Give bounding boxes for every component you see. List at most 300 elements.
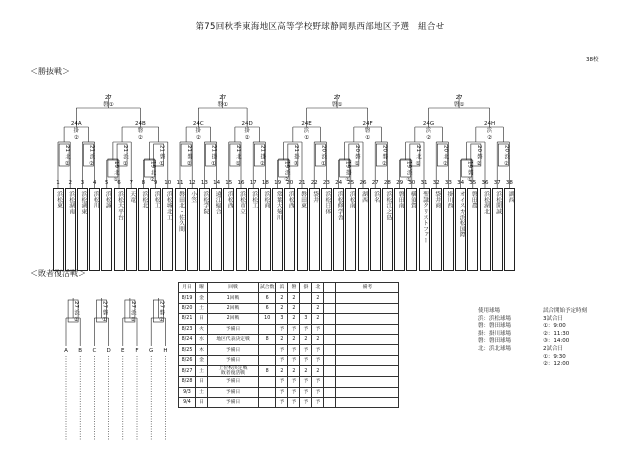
schedule-cell [336, 334, 399, 344]
team-cell [333, 188, 344, 271]
round21-label: 21 浜 ② [88, 145, 95, 167]
group-venue: 磐 [137, 128, 144, 134]
schedule-cell [259, 324, 276, 334]
team-name: 遠江総合 [214, 191, 221, 215]
group-slot: ② [426, 135, 432, 141]
team-number: 17 [249, 180, 257, 186]
round19-label: 19 浜 ② [283, 161, 290, 183]
schedule-row [179, 366, 399, 377]
schedule-cell [324, 377, 336, 387]
group-label: 24G [422, 121, 435, 127]
schedule-cell [336, 387, 399, 397]
team-cell [370, 188, 381, 271]
schedule-cell: 8/20 [179, 303, 196, 313]
schedule-cell [336, 355, 399, 365]
team-number: 18 [261, 180, 269, 186]
repechage-slot: D [106, 348, 111, 354]
schedule-header-cell: 磐 [288, 283, 300, 293]
group-slot: ① [304, 135, 310, 141]
group-label: 24D [241, 121, 253, 127]
team-number: 16 [237, 180, 245, 186]
schedule-row [179, 314, 399, 324]
schedule-cell [336, 324, 399, 334]
team-number: 11 [176, 180, 184, 186]
repechage-game: 27 磐 ② [158, 301, 165, 323]
team-number: 38 [505, 180, 513, 186]
team-name: 浜松工 [250, 191, 257, 209]
group-label: 24F [362, 121, 373, 127]
team-number: 20 [286, 180, 294, 186]
team-cell [89, 188, 100, 271]
schedule-cell: 予 [300, 377, 312, 387]
final-game-number: 27 [219, 95, 227, 101]
team-number: 37 [493, 180, 501, 186]
team-name: 横須賀 [409, 191, 416, 209]
team-cell [236, 188, 247, 271]
team-cell [382, 188, 393, 271]
repechage-slot: H [163, 348, 168, 354]
venue-item: 北：浜北球場 [478, 345, 512, 352]
round21-label: 21 掛 ② [259, 145, 266, 167]
schedule-cell: 8/26 [179, 355, 196, 365]
schedule-cell: 9/3 [179, 387, 196, 397]
team-name: 掛川西 [445, 191, 452, 209]
schedule-cell: 上位校決定戦 敗者復活戦 [208, 366, 259, 377]
schedule-table [178, 282, 399, 408]
team-cell [394, 188, 405, 271]
team-number: 21 [298, 180, 306, 186]
schedule-header-cell: 備考 [336, 283, 399, 293]
schedule-cell [336, 303, 399, 313]
schedule-cell [300, 303, 312, 313]
team-number: 19 [274, 180, 282, 186]
schedule-cell [324, 355, 336, 365]
team-name: 小笠 [189, 191, 196, 203]
round21-label: 20 磐 ② [475, 145, 482, 167]
team-number: 34 [457, 180, 465, 186]
schedule-row [179, 377, 399, 387]
team-cell [138, 188, 149, 271]
team-number: 25 [347, 180, 355, 186]
schedule-cell: 木 [196, 345, 208, 355]
schedule-cell [324, 334, 336, 344]
schedule-cell: 予 [276, 345, 288, 355]
schedule-cell: 予 [288, 324, 300, 334]
team-name: 磐田南 [397, 191, 404, 209]
schedule-cell: 予 [276, 387, 288, 397]
team-number: 15 [225, 180, 233, 186]
schedule-header-cell: 浜 [276, 283, 288, 293]
team-number: 13 [200, 180, 208, 186]
team-name: 浜松大平台 [116, 191, 123, 220]
times-line: ②：12:00 [543, 361, 570, 368]
schedule-cell [336, 314, 399, 324]
schedule-cell: 予備日 [208, 324, 259, 334]
schedule-cell: 金 [196, 355, 208, 365]
team-name: 浜松湖北 [482, 191, 489, 215]
schedule-cell: 2 [312, 314, 324, 324]
schedule-cell: 2 [312, 293, 324, 303]
schedule-cell: 土 [196, 366, 208, 377]
schedule-cell: 2 [276, 334, 288, 344]
schedule-cell [324, 397, 336, 407]
schedule-cell: 予 [312, 387, 324, 397]
schedule-cell [324, 324, 336, 334]
schedule-header-row [179, 283, 399, 293]
schedule-cell: 予 [300, 345, 312, 355]
team-count: 38校 [586, 57, 599, 63]
team-cell [223, 188, 234, 271]
repechage-slot: G [149, 348, 154, 354]
schedule-row [179, 334, 399, 344]
repechage-slot: C [92, 348, 97, 354]
final-game-number: 27 [455, 95, 463, 101]
round21-label: 21 北 ① [234, 145, 241, 167]
schedule-cell: 予 [312, 397, 324, 407]
team-number: 8 [141, 180, 146, 186]
team-cell [406, 188, 417, 271]
team-name: 浜松南 [348, 191, 355, 209]
schedule-cell: 予 [288, 397, 300, 407]
schedule-row [179, 387, 399, 397]
schedule-row [179, 345, 399, 355]
repechage-game: 27 浜 ① [129, 301, 136, 323]
schedule-cell: 地区代表決定戦 [208, 334, 259, 344]
schedule-cell [324, 303, 336, 313]
schedule-cell: 予備日 [208, 377, 259, 387]
schedule-cell [336, 366, 399, 377]
team-cell [455, 188, 466, 271]
team-name: 浜名 [372, 191, 379, 203]
schedule-cell [336, 397, 399, 407]
schedule-cell: 8/27 [179, 366, 196, 377]
schedule-cell: 2 [276, 366, 288, 377]
team-name: 浜松川 [92, 191, 99, 209]
group-label: 24A [70, 121, 82, 127]
schedule-cell: 予備日 [208, 355, 259, 365]
team-number: 26 [359, 180, 367, 186]
schedule-cell [259, 397, 276, 407]
schedule-cell: 予 [312, 377, 324, 387]
team-cell [65, 188, 76, 271]
schedule-cell: 予 [288, 345, 300, 355]
round19-label: 19 北 ② [149, 161, 156, 183]
team-cell [126, 188, 137, 271]
team-cell [345, 188, 356, 271]
team-cell [419, 188, 430, 271]
team-name: 浜松江之島 [384, 191, 391, 220]
schedule-cell [324, 314, 336, 324]
schedule-cell: 土 [196, 387, 208, 397]
schedule-cell: 2 [288, 366, 300, 377]
round19-label: 19 掛 ① [344, 161, 351, 183]
team-cell [77, 188, 88, 271]
schedule-cell: 予 [288, 355, 300, 365]
schedule-cell: 2 [312, 334, 324, 344]
schedule-cell: 10 [259, 314, 276, 324]
team-name: 浜松開誠 [494, 191, 501, 215]
schedule-cell: 8/24 [179, 334, 196, 344]
team-number: 6 [117, 180, 121, 186]
team-number: 32 [432, 180, 440, 186]
schedule-cell: 2 [288, 334, 300, 344]
schedule-cell: 予 [276, 377, 288, 387]
team-name: オイスカ浜松国際 [458, 191, 465, 238]
schedule-cell [324, 387, 336, 397]
group-slot: ② [195, 135, 201, 141]
schedule-cell: 1回戦 [208, 293, 259, 303]
schedule-cell [259, 387, 276, 397]
schedule-cell: 2 [288, 314, 300, 324]
group-label: 24B [134, 121, 146, 127]
schedule-cell: 日 [196, 314, 208, 324]
schedule-cell: 8/19 [179, 293, 196, 303]
team-name: 聖隷クリストファー [421, 191, 428, 244]
group-venue: 浜 [425, 128, 432, 134]
team-cell [480, 188, 491, 271]
schedule-cell: 2 [312, 366, 324, 377]
schedule-cell: 2 [276, 303, 288, 313]
schedule-header-cell: 掛 [300, 283, 312, 293]
team-number: 23 [322, 180, 330, 186]
schedule-cell: 2 [288, 303, 300, 313]
round21-label: 21 北 ① [414, 145, 421, 167]
team-cell [211, 188, 222, 271]
schedule-header-cell [324, 283, 336, 293]
team-name: 浜松誠 [104, 191, 111, 209]
team-cell [199, 188, 210, 271]
schedule-cell: 予 [312, 355, 324, 365]
schedule-cell: 2回戦 [208, 314, 259, 324]
team-number: 24 [335, 180, 343, 186]
repechage-slot: B [78, 348, 83, 354]
team-name: 浜松西 [226, 191, 233, 209]
round21-label: 21 掛 ③ [292, 145, 299, 167]
section-repechage-label: ＜敗者復活戦＞ [30, 269, 86, 278]
schedule-cell: 2 [312, 303, 324, 313]
team-name: 磐田農 [470, 191, 477, 209]
schedule-cell: 8/21 [179, 314, 196, 324]
team-number: 3 [80, 180, 85, 186]
round19-label: 19 北 ① [112, 161, 119, 183]
schedule-cell: 土 [196, 303, 208, 313]
section-main-label: ＜勝抜戦＞ [30, 67, 70, 76]
team-cell [53, 188, 64, 271]
team-cell [272, 188, 283, 271]
schedule-cell: 3 [300, 314, 312, 324]
schedule-cell [324, 293, 336, 303]
team-name: 磐田東 [299, 191, 306, 209]
team-name: 天竜 [128, 191, 135, 203]
team-cell [358, 188, 369, 271]
repechage-slot: F [135, 348, 139, 354]
round19-label: 19 磐 ① [466, 161, 473, 183]
team-number: 28 [383, 180, 391, 186]
schedule-cell: 6 [259, 303, 276, 313]
group-venue: 掛 [73, 128, 80, 134]
team-name: 湖西 [360, 191, 367, 203]
team-number: 7 [129, 180, 133, 186]
schedule-cell [324, 366, 336, 377]
schedule-row [179, 397, 399, 407]
group-label: 24H [483, 121, 496, 127]
schedule-cell: 日 [196, 397, 208, 407]
page-title: 第75回秋季東海地区高等学校野球静岡県西部地区予選 組合せ [195, 22, 445, 32]
schedule-cell: 2 [300, 366, 312, 377]
group-slot: ② [487, 135, 493, 141]
schedule-cell [259, 377, 276, 387]
schedule-cell: 2 [300, 334, 312, 344]
team-name: 浜松工 [153, 191, 160, 209]
schedule-cell: 8/28 [179, 377, 196, 387]
team-name: 浜松城北工 [165, 191, 172, 220]
schedule-cell: 予備日 [208, 345, 259, 355]
team-cell [431, 188, 442, 271]
times-line: ①：9:00 [543, 323, 566, 330]
schedule-cell [336, 377, 399, 387]
round21-label: 20 北 ② [442, 145, 449, 167]
schedule-cell [336, 293, 399, 303]
team-cell [101, 188, 112, 271]
schedule-cell: 2 [276, 293, 288, 303]
start-times [543, 308, 587, 369]
round21-label: 20 磐 ① [353, 145, 360, 167]
schedule-cell: 日 [196, 377, 208, 387]
team-name: 浜松湖東 [79, 191, 86, 215]
group-slot: ② [137, 135, 143, 141]
schedule-cell: 8 [259, 366, 276, 377]
team-number: 12 [188, 180, 196, 186]
team-cell [175, 188, 186, 271]
team-name: 浜松日体 [323, 191, 330, 215]
team-name: 浜松東 [55, 191, 62, 209]
team-name: 湖西 [506, 191, 513, 203]
team-cell [162, 188, 173, 271]
round21-label: 20 浜 ② [503, 145, 510, 167]
schedule-cell [259, 345, 276, 355]
team-name: 常葉大菊川 [275, 191, 282, 220]
group-venue: 浜 [486, 128, 493, 134]
team-cell [260, 188, 271, 271]
venue-heading: 使用球場 [478, 308, 501, 314]
final-game-number: 27 [333, 95, 341, 101]
group-venue: 掛 [195, 128, 202, 134]
team-cell [114, 188, 125, 271]
schedule-cell: 予 [288, 377, 300, 387]
team-number: 14 [213, 180, 221, 186]
venue-item: 磐：磐田球場 [478, 338, 512, 345]
team-number: 4 [92, 180, 97, 186]
team-name: 浜松北 [140, 191, 147, 209]
round21-label: 21 掛 ① [210, 145, 217, 167]
team-number: 9 [153, 180, 158, 186]
schedule-cell: 金 [196, 293, 208, 303]
schedule-cell: 水 [196, 334, 208, 344]
team-name: 袋井 [311, 191, 318, 203]
schedule-cell: 予 [288, 387, 300, 397]
times-line: ②：11:30 [543, 330, 570, 337]
schedule-cell: 予 [276, 324, 288, 334]
team-cell [150, 188, 161, 271]
team-name: 浜松市立 [238, 191, 245, 215]
team-cell [297, 188, 308, 271]
schedule-cell [259, 355, 276, 365]
team-cell [309, 188, 320, 271]
team-name: 浜松西 [287, 191, 294, 209]
team-cell [248, 188, 259, 271]
schedule-cell: 火 [196, 324, 208, 334]
team-cell [284, 188, 295, 271]
team-number: 22 [310, 180, 318, 186]
schedule-header-cell: 北 [312, 283, 324, 293]
schedule-cell: 予 [312, 324, 324, 334]
schedule-header-cell: 曜 [196, 283, 208, 293]
final-venue: 磐① [217, 102, 228, 108]
round21-label: 21 北 ② [64, 145, 71, 167]
times-line: ①：9:30 [543, 353, 566, 360]
venue-item: 掛：掛川球場 [478, 330, 512, 337]
final-venue: 磐① [103, 102, 114, 108]
times-heading: 試合開始予定時刻 [543, 308, 588, 314]
schedule-header-cell: 回戦 [208, 283, 259, 293]
schedule-cell: 予 [312, 345, 324, 355]
schedule-cell: 予備日 [208, 387, 259, 397]
schedule-cell: 9/4 [179, 397, 196, 407]
schedule-cell: 2 [288, 293, 300, 303]
final-game-number: 27 [104, 95, 112, 101]
group-slot: ① [365, 135, 371, 141]
schedule-cell: 予 [300, 387, 312, 397]
repechage-slot: E [121, 348, 125, 354]
times-line: 2試合日 [543, 345, 563, 352]
team-cell [504, 188, 515, 271]
team-name: 浜松湖南 [67, 191, 74, 215]
times-line: 3試合日 [543, 315, 563, 322]
team-cell [467, 188, 478, 271]
team-number: 1 [56, 180, 60, 186]
team-number: 10 [164, 180, 172, 186]
schedule-header-cell: 月日 [179, 283, 196, 293]
round21-label: 21 磐 ① [158, 145, 165, 167]
schedule-cell: 2回戦 [208, 303, 259, 313]
schedule-cell: 8/23 [179, 324, 196, 334]
team-name: 浜松修学舎 [336, 191, 343, 220]
schedule-cell: 予備日 [208, 397, 259, 407]
team-name: 磐田北・佐久間 [177, 191, 184, 232]
group-venue: 掛 [244, 128, 250, 134]
venue-legend [478, 308, 511, 354]
group-slot: ② [244, 135, 250, 141]
group-label: 24E [301, 121, 312, 127]
team-number: 30 [408, 180, 416, 186]
round21-label: 20 浜 ① [320, 145, 327, 167]
team-number: 36 [481, 180, 489, 186]
schedule-cell: 予 [276, 397, 288, 407]
group-label: 24C [192, 121, 204, 127]
schedule-cell [324, 345, 336, 355]
team-number: 5 [105, 180, 109, 186]
final-venue: 磐① [453, 102, 465, 108]
team-name: 袋井商 [433, 191, 440, 209]
schedule-cell [336, 345, 399, 355]
schedule-cell [300, 293, 312, 303]
schedule-header-cell: 試合数 [259, 283, 276, 293]
venue-item: 磐：磐田球場 [478, 323, 512, 330]
group-venue: 磐 [364, 128, 371, 134]
schedule-row [179, 324, 399, 334]
team-number: 35 [469, 180, 477, 186]
repechage-slot: A [64, 348, 68, 354]
